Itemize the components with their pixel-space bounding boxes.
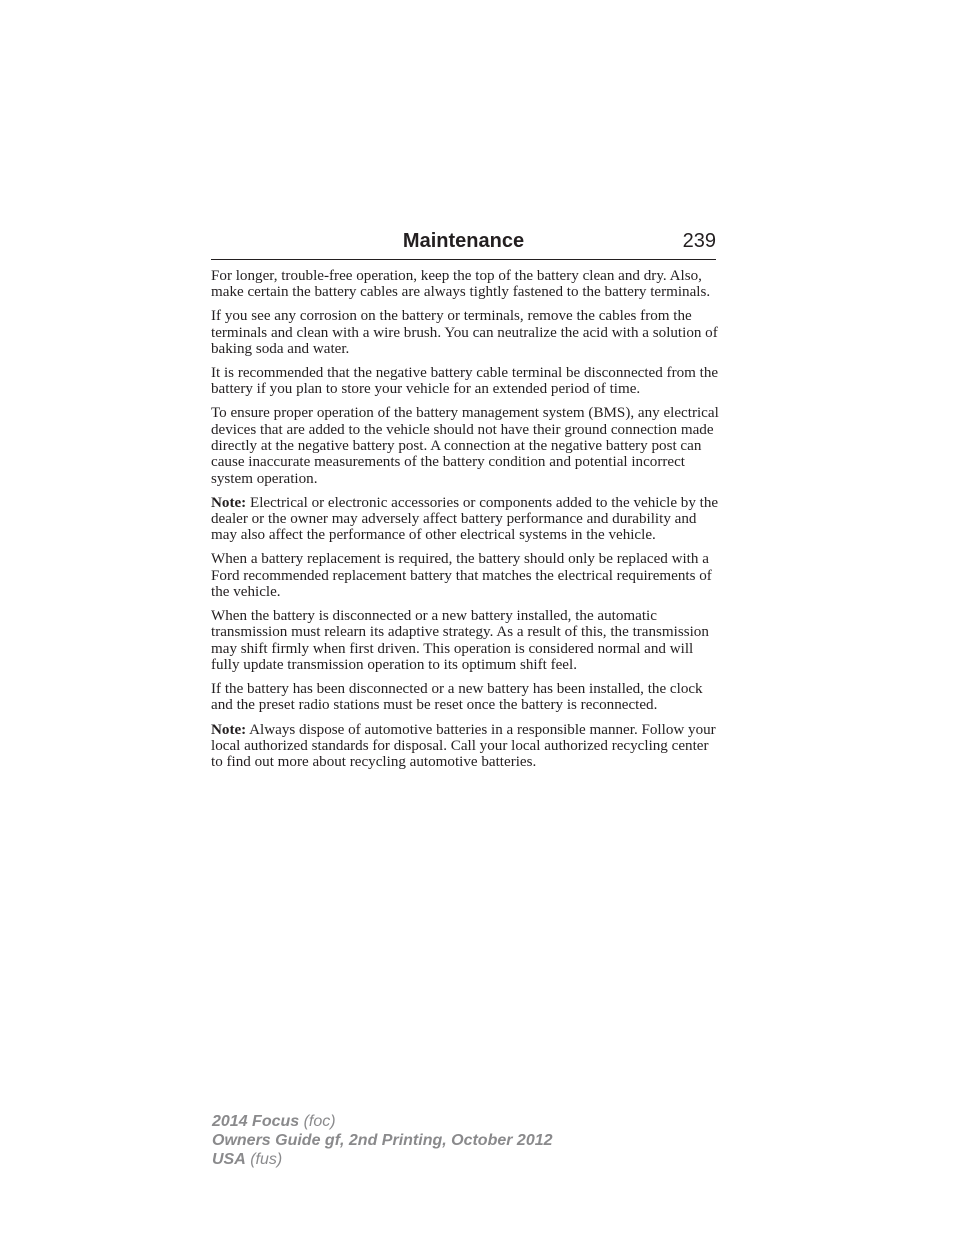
page-header [211,229,716,260]
section-title: Maintenance [402,230,525,252]
paragraph-text: Always dispose of automotive batteries in a responsible manner. Follow your local authorized standards for disposal. Call your local authorized recycling center to find out more about recycling automotive batteries. [211,721,716,771]
paragraph [211,405,721,486]
paragraph-text: If you see any corrosion on the battery or terminals, remove the cables from the terminals and clean with a wire brush. You can neutralize the acid with a solution of baking soda and water. [211,308,718,357]
footer-market: USA [212,1151,246,1168]
footer-market-code: (fus) [245,1151,283,1168]
paragraph-text: When a battery replacement is required, the battery should only be replaced with a Ford recommended replacement battery that matches the electrical requirements of the vehicle. [211,551,712,601]
paragraph-text: If the battery has been disconnected or a new battery has been installed, the clock and the preset radio stations must be reset once the battery is reconnected. [211,681,703,714]
note-label: Note: [211,721,247,738]
paragraph-text: To ensure proper operation of the battery management system (BMS), any electrical devices that are added to the vehicle should not have their ground connection made directly at the negative battery post. A connection at the negative battery post can cause inaccurate measurements of the battery condition and potential incorrect system operation. [211,405,719,487]
paragraph [211,308,721,357]
paragraph [211,268,721,301]
page-number: 239 [682,230,716,252]
paragraph [211,365,721,398]
note-paragraph [211,495,721,544]
paragraph [211,551,721,600]
page-footer [212,1112,553,1169]
paragraph-text: It is recommended that the negative battery cable terminal be disconnected from the battery if you plan to store your vehicle for an extended period of time. [211,365,719,398]
footer-line-model [212,1112,553,1131]
note-label: Note: [211,494,247,511]
paragraph [211,608,721,673]
paragraph [211,681,721,714]
body-text [211,268,721,778]
footer-line-market [212,1150,553,1169]
note-paragraph [211,722,721,771]
footer-model: 2014 Focus [212,1113,300,1130]
paragraph-text: For longer, trouble-free operation, keep the top of the battery clean and dry. Also, make certain the battery cables are always tightly fastened to the battery terminals. [211,268,711,301]
footer-model-code: (foc) [299,1113,336,1130]
paragraph-text: Electrical or electronic accessories or components added to the vehicle by the dealer or the owner may adversely affect battery performance and durability and may also affect the performance of other electrical systems in the vehicle. [211,494,719,544]
paragraph-text: When the battery is disconnected or a new battery installed, the automatic transmission must relearn its adaptive strategy. As a result of this, the transmission may shift firmly when first driven. This operation is considered normal and will fully update transmission operation to its optimum shift feel. [211,608,709,674]
footer-printing: Owners Guide gf, 2nd Printing, October 2012 [212,1132,553,1149]
